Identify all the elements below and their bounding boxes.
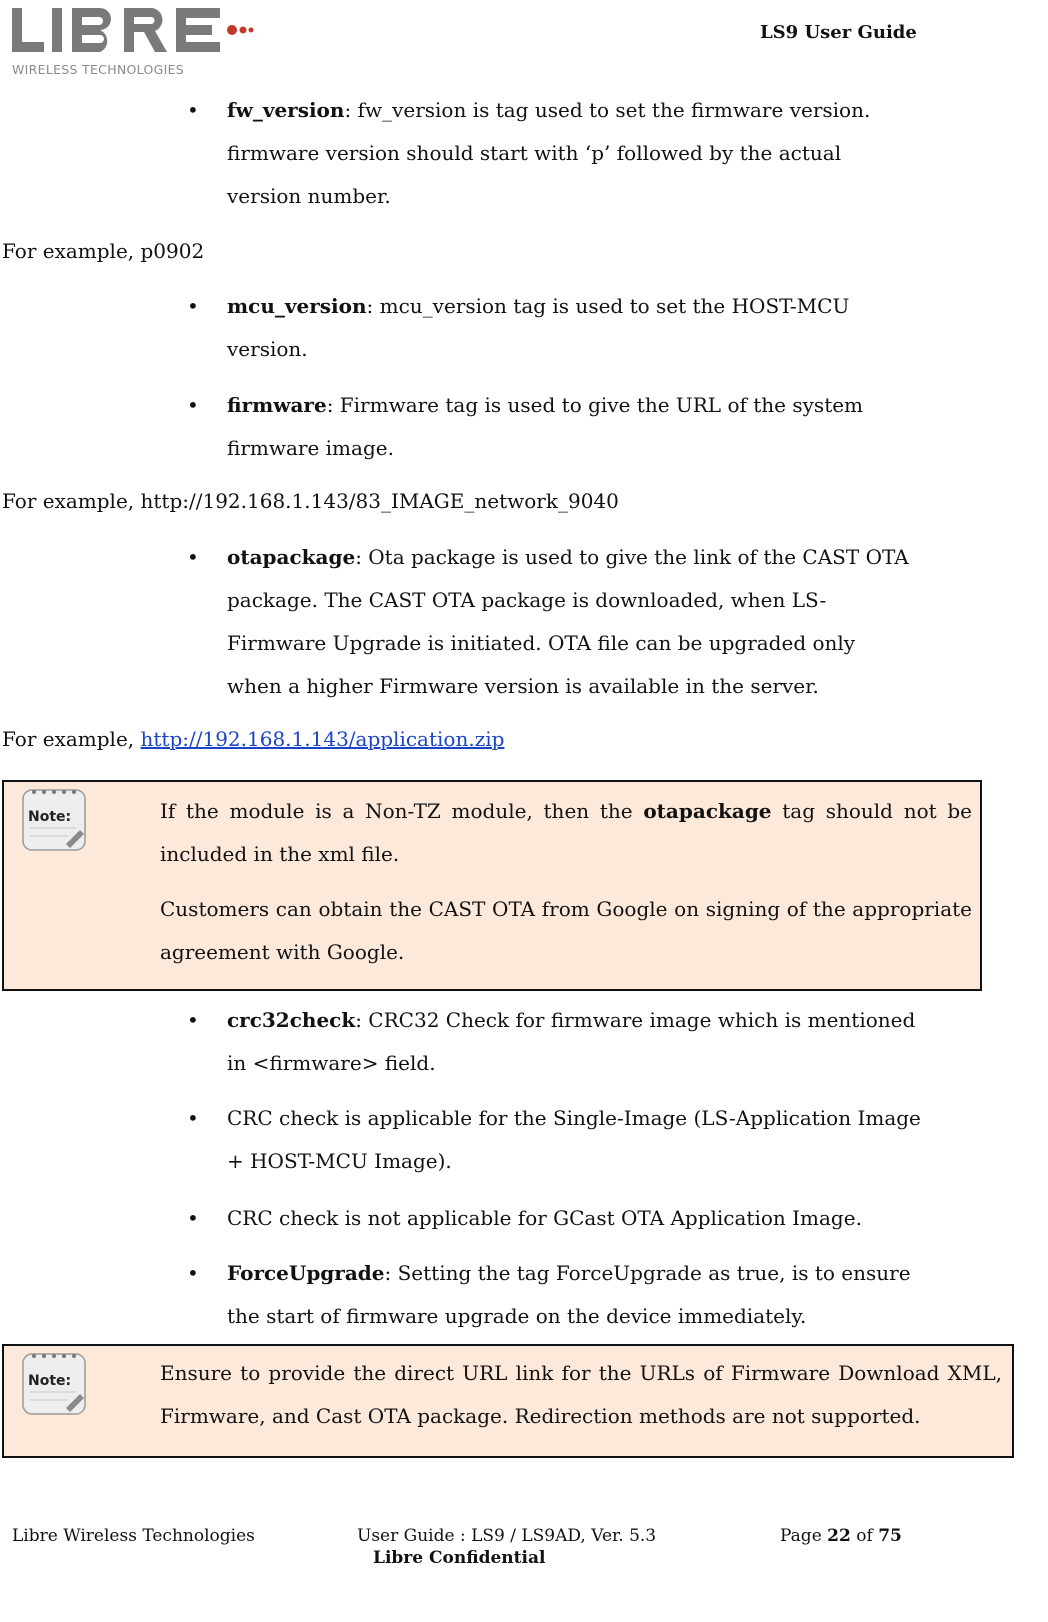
example-version: For example, p0902 — [2, 239, 205, 263]
term-otapackage-note: otapackage — [643, 799, 772, 823]
bullet-fw-version: • fw_version: fw_version is tag used to set the firmware version. firmware version should start with ‘p’ followed by the actual version number. — [187, 89, 947, 218]
document-title: LS9 User Guide — [760, 22, 917, 43]
bullet-force-upgrade: • ForceUpgrade: Setting the tag ForceUpgrade as true, is to ensure the start of firmware upgrade on the device immediately. — [187, 1252, 947, 1338]
bullet-icon: • — [187, 1008, 199, 1032]
logo-subtext: WIRELESS TECHNOLOGIES — [12, 62, 185, 77]
example-ota-url: For example, http://192.168.1.143/application.zip — [2, 727, 505, 751]
note-box-direct-url — [2, 1344, 1014, 1458]
term-firmware: firmware — [227, 393, 327, 417]
footer-guide-version: User Guide : LS9 / LS9AD, Ver. 5.3 — [357, 1526, 657, 1546]
bullet-firmware: • firmware: Firmware tag is used to give the URL of the system firmware image. — [187, 384, 947, 470]
term-mcu-version: mcu_version — [227, 294, 367, 318]
note-box-otapackage — [2, 780, 982, 991]
example-firmware-url: For example, http://192.168.1.143/83_IMAGE_network_9040 — [2, 489, 619, 513]
note-icon — [20, 784, 88, 854]
term-crc32check: crc32check — [227, 1008, 356, 1032]
note-text: If the module is a Non-TZ module, then the otapackage tag should not be included in the xml file. Customers can obtain the CAST OTA from Google on signing of the appropriate agreement with Google. — [160, 799, 973, 964]
bullet-icon: • — [187, 393, 199, 417]
footer-confidential: Libre Confidential — [373, 1548, 546, 1568]
bullet-otapackage: • otapackage: Ota package is used to give the link of the CAST OTA package. The CAST OTA package is downloaded, when LS- Firmware Upgrade is initiated. OTA file can be upgraded only when a higher Firmware version is available in the server. — [187, 536, 947, 708]
term-otapackage: otapackage — [227, 545, 356, 569]
note-text: Ensure to provide the direct URL link for the URLs of Firmware Download XML, Firmware, and Cast OTA package. Redirection methods are not supported. — [160, 1361, 1002, 1428]
bullet-crc-gcast: • CRC check is not applicable for GCast OTA Application Image. — [187, 1197, 947, 1240]
note-icon — [20, 1348, 88, 1418]
bullet-crc32check: • crc32check: CRC32 Check for firmware image which is mentioned in <firmware> field. — [187, 999, 947, 1085]
note-icon-label: Note: — [28, 809, 72, 825]
note-icon-label: Note: — [28, 1373, 72, 1389]
application-zip-link[interactable]: http://192.168.1.143/application.zip — [140, 727, 505, 751]
footer-page-number: Page 22 of 75 — [780, 1526, 902, 1546]
bullet-icon: • — [187, 1206, 199, 1230]
bullet-icon: • — [187, 98, 199, 122]
term-fw-version: fw_version — [227, 98, 345, 122]
bullet-icon: • — [187, 545, 199, 569]
bullet-icon: • — [187, 294, 199, 318]
bullet-icon: • — [187, 1106, 199, 1130]
bullet-icon: • — [187, 1261, 199, 1285]
libre-logo-mark — [12, 4, 262, 64]
libre-logo — [12, 4, 262, 80]
footer-company: Libre Wireless Technologies — [12, 1526, 255, 1546]
term-force-upgrade: ForceUpgrade — [227, 1261, 385, 1285]
bullet-mcu-version: • mcu_version: mcu_version tag is used to set the HOST-MCU version. — [187, 285, 947, 371]
bullet-crc-single-image: • CRC check is applicable for the Single-Image (LS-Application Image + HOST-MCU Image). — [187, 1097, 947, 1183]
